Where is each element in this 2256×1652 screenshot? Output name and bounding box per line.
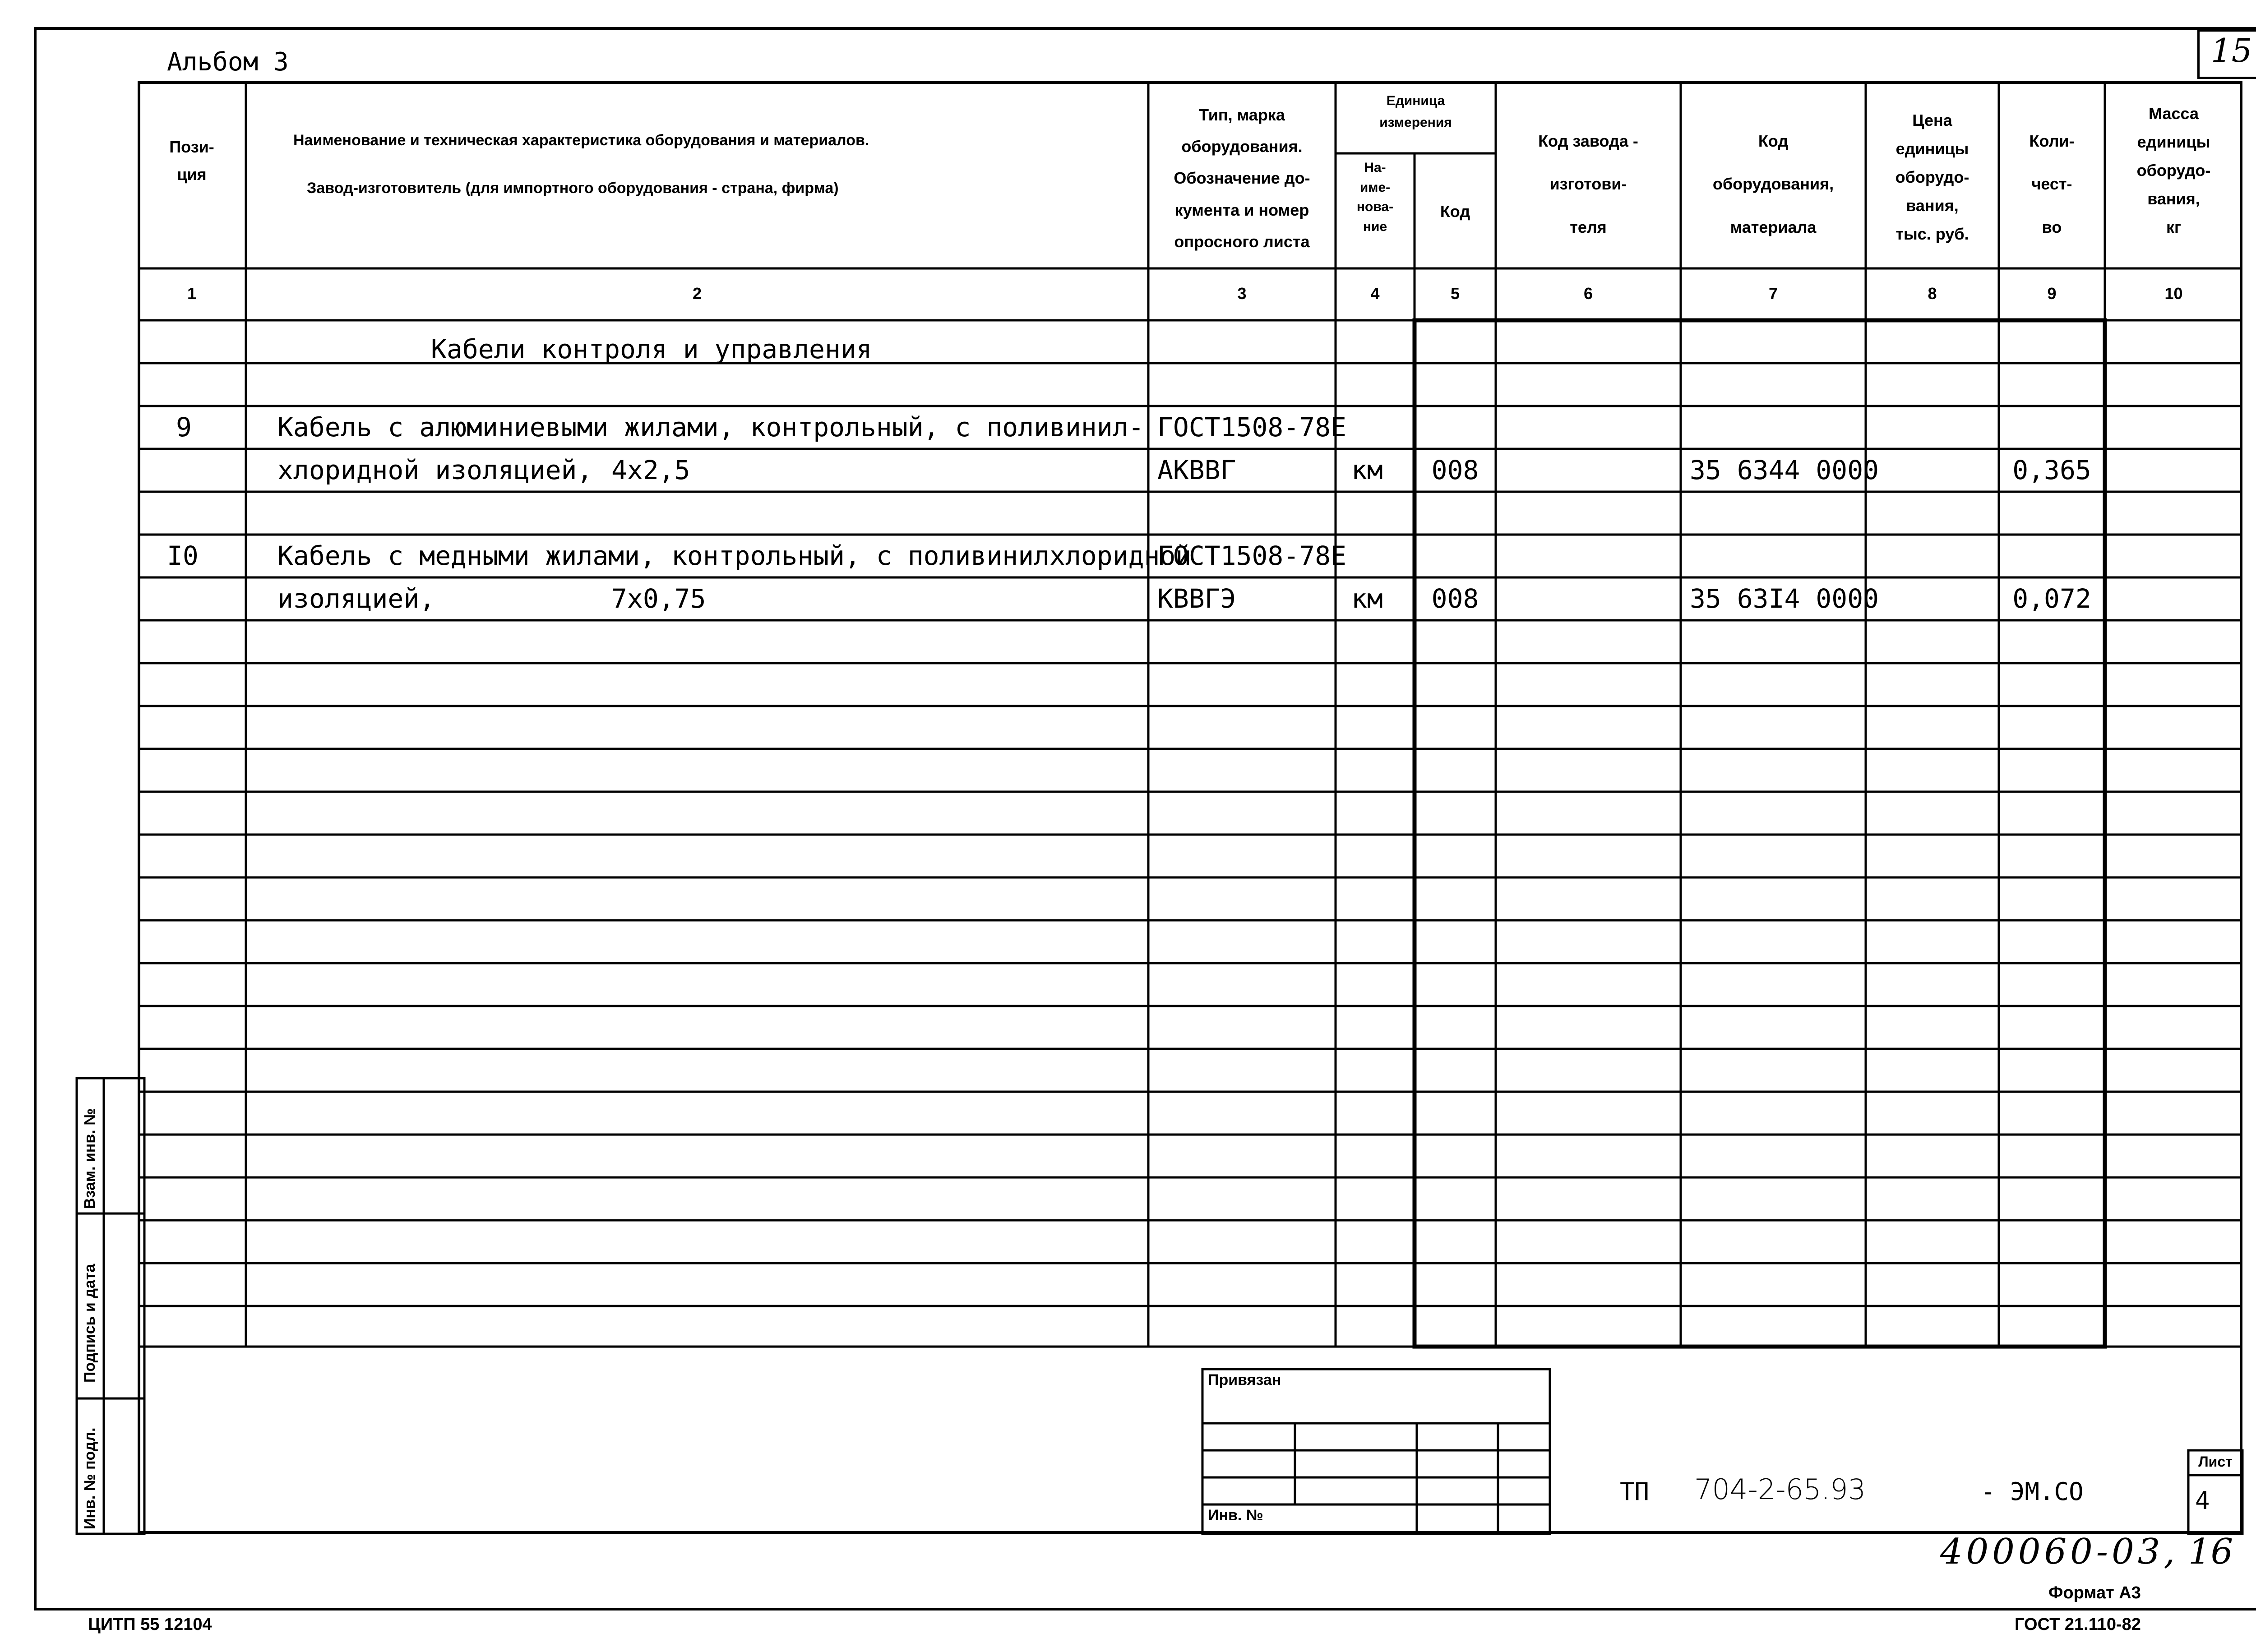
- item-unit-code: 008: [1431, 455, 1479, 485]
- item-name-line1: Кабель с алюминиевыми жилами, контрольный, с поливинил-: [277, 412, 1144, 443]
- item-size: 4х2,5: [611, 455, 690, 485]
- format-label: Формат А3: [2048, 1583, 2141, 1602]
- col-header-name-line1: Наименование и техническая характеристика оборудования и материалов.: [293, 132, 869, 149]
- item-unit: км: [1351, 455, 1383, 485]
- item-quantity: 0,365: [2012, 455, 2091, 485]
- item-unit: км: [1351, 583, 1383, 614]
- col-header-quantity: Коли- чест- во: [2029, 132, 2075, 236]
- item-equipment-code: 35 6344 0000: [1690, 455, 1879, 485]
- side-stamp-original-inventory: Инв. № подл.: [81, 1427, 98, 1529]
- col-header-unit-group: Единица измерения: [1379, 93, 1452, 130]
- citp-label: ЦИТП 55 12104: [88, 1615, 212, 1634]
- item-standard: ГОСТ1508-78Е: [1157, 540, 1347, 571]
- doc-number: 704-2-65.93: [1694, 1473, 1866, 1506]
- col-header-type: Тип, марка оборудования. Обозначение до- кумента и номер опросного листа: [1174, 106, 1310, 251]
- item-name-line2: изоляцией,: [277, 583, 435, 614]
- item-standard: ГОСТ1508-78Е: [1157, 412, 1347, 443]
- doc-prefix: ТП: [1620, 1477, 1650, 1506]
- col-number-3: 3: [1237, 284, 1247, 303]
- doc-suffix: - ЭМ.СО: [1981, 1477, 2084, 1506]
- col-header-unit-name: На- име- нова- ние: [1356, 160, 1394, 234]
- col-number-8: 8: [1928, 284, 1937, 303]
- stamp-privyazan: Привязан: [1208, 1371, 1281, 1389]
- col-number-1: 1: [187, 284, 197, 303]
- item-mark: КВВГЭ: [1157, 583, 1236, 614]
- col-number-6: 6: [1583, 284, 1593, 303]
- item-name-line1: Кабель с медными жилами, контрольный, с поливинилхлоридной: [277, 540, 1192, 571]
- item-position: 9: [176, 412, 192, 443]
- item-quantity: 0,072: [2012, 583, 2091, 614]
- side-stamp-signature-date: Подпись и дата: [81, 1264, 98, 1383]
- archive-page: 16: [2188, 1532, 2233, 1572]
- item-mark: АКВВГ: [1157, 455, 1236, 485]
- col-number-5: 5: [1450, 284, 1460, 303]
- col-number-2: 2: [692, 284, 702, 303]
- col-header-factory-code: Код завода - изготови- теля: [1538, 132, 1638, 236]
- col-header-mass: Масса единицы оборудо- вания, кг: [2136, 104, 2211, 236]
- album-label: Альбом 3: [167, 47, 289, 77]
- item-position: I0: [167, 540, 199, 571]
- sheet-label: Лист: [2198, 1454, 2233, 1470]
- side-stamp-replacement-inventory: Взам. инв. №: [81, 1108, 98, 1209]
- col-number-4: 4: [1370, 284, 1380, 303]
- item-name-line2: хлоридной изоляцией,: [277, 455, 593, 485]
- stamp-inventory-no: Инв. №: [1208, 1507, 1263, 1524]
- col-header-unit-code: Код: [1440, 202, 1470, 221]
- item-unit-code: 008: [1431, 583, 1479, 614]
- col-number-9: 9: [2047, 284, 2057, 303]
- item-size: 7х0,75: [611, 583, 706, 614]
- col-header-position: Пози- ция: [169, 138, 214, 184]
- col-header-name-line2: Завод-изготовитель (для импортного оборудования - страна, фирма): [307, 180, 839, 197]
- archive-number: 400060-03,: [1940, 1532, 2179, 1572]
- col-number-7: 7: [1768, 284, 1778, 303]
- sheet-value: 4: [2195, 1486, 2210, 1515]
- item-equipment-code: 35 63I4 0000: [1690, 583, 1879, 614]
- gost-label: ГОСТ 21.110-82: [2015, 1615, 2141, 1634]
- col-header-equipment-code: Код оборудования, материала: [1712, 132, 1834, 236]
- col-number-10: 10: [2164, 284, 2183, 303]
- col-header-price: Цена единицы оборудо- вания, тыс. руб.: [1895, 111, 1969, 243]
- sheet-number-handwritten: 15: [2211, 32, 2252, 69]
- section-title: Кабели контроля и управления: [431, 334, 872, 365]
